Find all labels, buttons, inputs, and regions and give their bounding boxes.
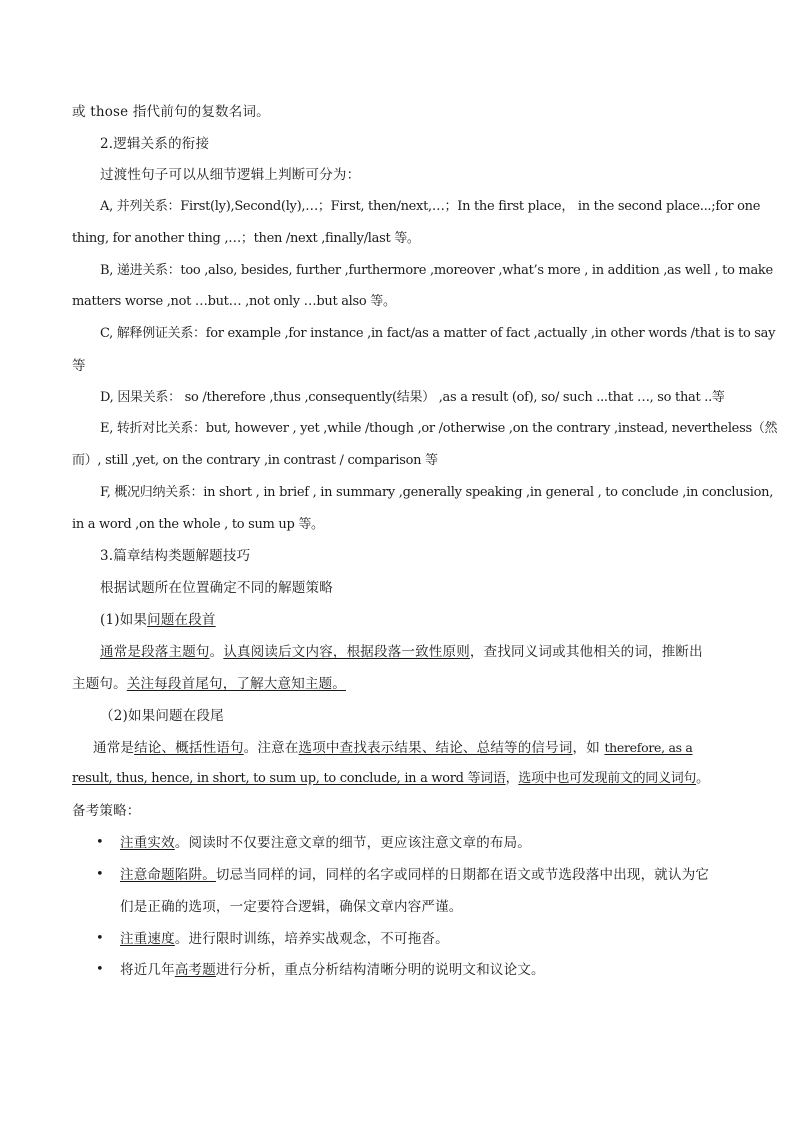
text-span: 。 <box>209 644 224 660</box>
underlined-text: 关注每段首尾句，了解大意知主题。 <box>126 676 347 692</box>
section-heading: 备考策略： <box>72 803 141 819</box>
section-heading: 3.篇章结构类题解题技巧 <box>100 548 251 564</box>
text-line <box>72 676 732 692</box>
text-span: (1)如果 <box>100 612 148 628</box>
text-line: D, 因果关系： so /therefore ,thus ,consequently(结果） ,as a result (of), so/ such ...that …, so that ..等 <box>100 390 725 405</box>
text-span: 主题句。 <box>72 676 127 692</box>
underlined-text: 结论、概括性语句 <box>134 740 244 756</box>
text-line <box>93 740 733 756</box>
text-line: in a word ,on the whole , to sum up 等。 <box>72 517 324 532</box>
underlined-text: 问题在段首 <box>147 612 216 628</box>
bullet-icon: • <box>96 931 104 946</box>
underlined-text: 认真阅读后文内容，根据段落一致性原则 <box>223 644 470 660</box>
text-line: thing, for another thing ,…；then /next ,finally/last 等。 <box>72 231 420 246</box>
bullet-icon: • <box>96 867 104 882</box>
list-item-continuation <box>120 899 730 915</box>
text-line: 或 those 指代前句的复数名词。 <box>72 104 270 120</box>
text-span: 们是正确的选项，一定要符合逻辑，确保文章内容严谨。 <box>120 899 463 915</box>
underlined-text: 注重速度 <box>120 931 175 947</box>
list-item <box>120 962 730 978</box>
text-span: 。 <box>696 771 709 786</box>
text-line <box>100 644 730 660</box>
underlined-text: 高考题 <box>174 962 216 978</box>
subheading: （2)如果问题在段尾 <box>100 708 224 724</box>
bullet-icon: • <box>96 835 104 850</box>
text-line: 等 <box>72 358 86 374</box>
underlined-text: therefore, as a <box>604 740 693 755</box>
underlined-text: 通常是段落主题句 <box>100 644 210 660</box>
text-span: 将近几年 <box>120 962 175 978</box>
text-line: 过渡性句子可以从细节逻辑上判断可分为： <box>100 167 361 183</box>
text-span: ，如 <box>572 740 605 756</box>
text-line <box>72 771 732 787</box>
text-span: 切忌当同样的词，同样的名字或同样的日期都在语文或节选段落中出现，就认为它 <box>215 867 710 883</box>
text-span: 通常是 <box>93 740 135 756</box>
underlined-text: 注重实效 <box>120 835 175 851</box>
text-span: 。阅读时不仅要注意文章的细节，更应该注意文章的布局。 <box>174 835 532 851</box>
underlined-text: result, thus, hence, in short, to sum up, to conclude, in a word 等词语 <box>72 771 506 786</box>
text-span: 。进行限时训练，培养实战观念，不可拖沓。 <box>174 931 449 947</box>
list-item <box>120 835 730 851</box>
text-span: 。注意在 <box>243 740 299 756</box>
section-heading: 2.逻辑关系的衔接 <box>100 136 210 152</box>
text-line: A, 并列关系：First(ly),Second(ly),…；First, then/next,…；In the first place， in the second place...;for one <box>100 199 761 214</box>
underlined-text: 选项中也可发现前文的同义词句 <box>518 771 697 786</box>
text-span: ，查找同义词或其他相关的词，推断出 <box>469 644 703 660</box>
list-item <box>120 931 730 947</box>
text-line: 而）, still ,yet, on the contrary ,in contrast / comparison 等 <box>72 453 438 468</box>
subheading <box>100 612 730 628</box>
text-line: B, 递进关系：too ,also, besides, further ,furthermore ,moreover ,what’s more , in addition ,as well , to make <box>100 263 773 278</box>
text-span: ， <box>505 771 519 786</box>
text-line: C, 解释例证关系：for example ,for instance ,in fact/as a matter of fact ,actually ,in other words /that is to say <box>100 326 776 341</box>
text-line: E, 转折对比关系：but, however , yet ,while /though ,or /otherwise ,on the contrary ,instead, nevertheless（然 <box>100 421 778 436</box>
underlined-text: 注意命题陷阱。 <box>120 867 216 883</box>
bullet-icon: • <box>96 962 104 977</box>
underlined-text: 选项中查找表示结果、结论、总结等的信号词 <box>298 740 573 756</box>
list-item <box>120 867 730 883</box>
text-line: 根据试题所在位置确定不同的解题策略 <box>100 580 333 596</box>
text-line: F, 概况归纳关系：in short , in brief , in summary ,generally speaking ,in general , to conclude ,in conclusion, <box>100 485 774 500</box>
text-span: 进行分析，重点分析结构清晰分明的说明文和议论文。 <box>215 962 545 978</box>
text-line: matters worse ,not …but… ,not only …but also 等。 <box>72 294 396 309</box>
